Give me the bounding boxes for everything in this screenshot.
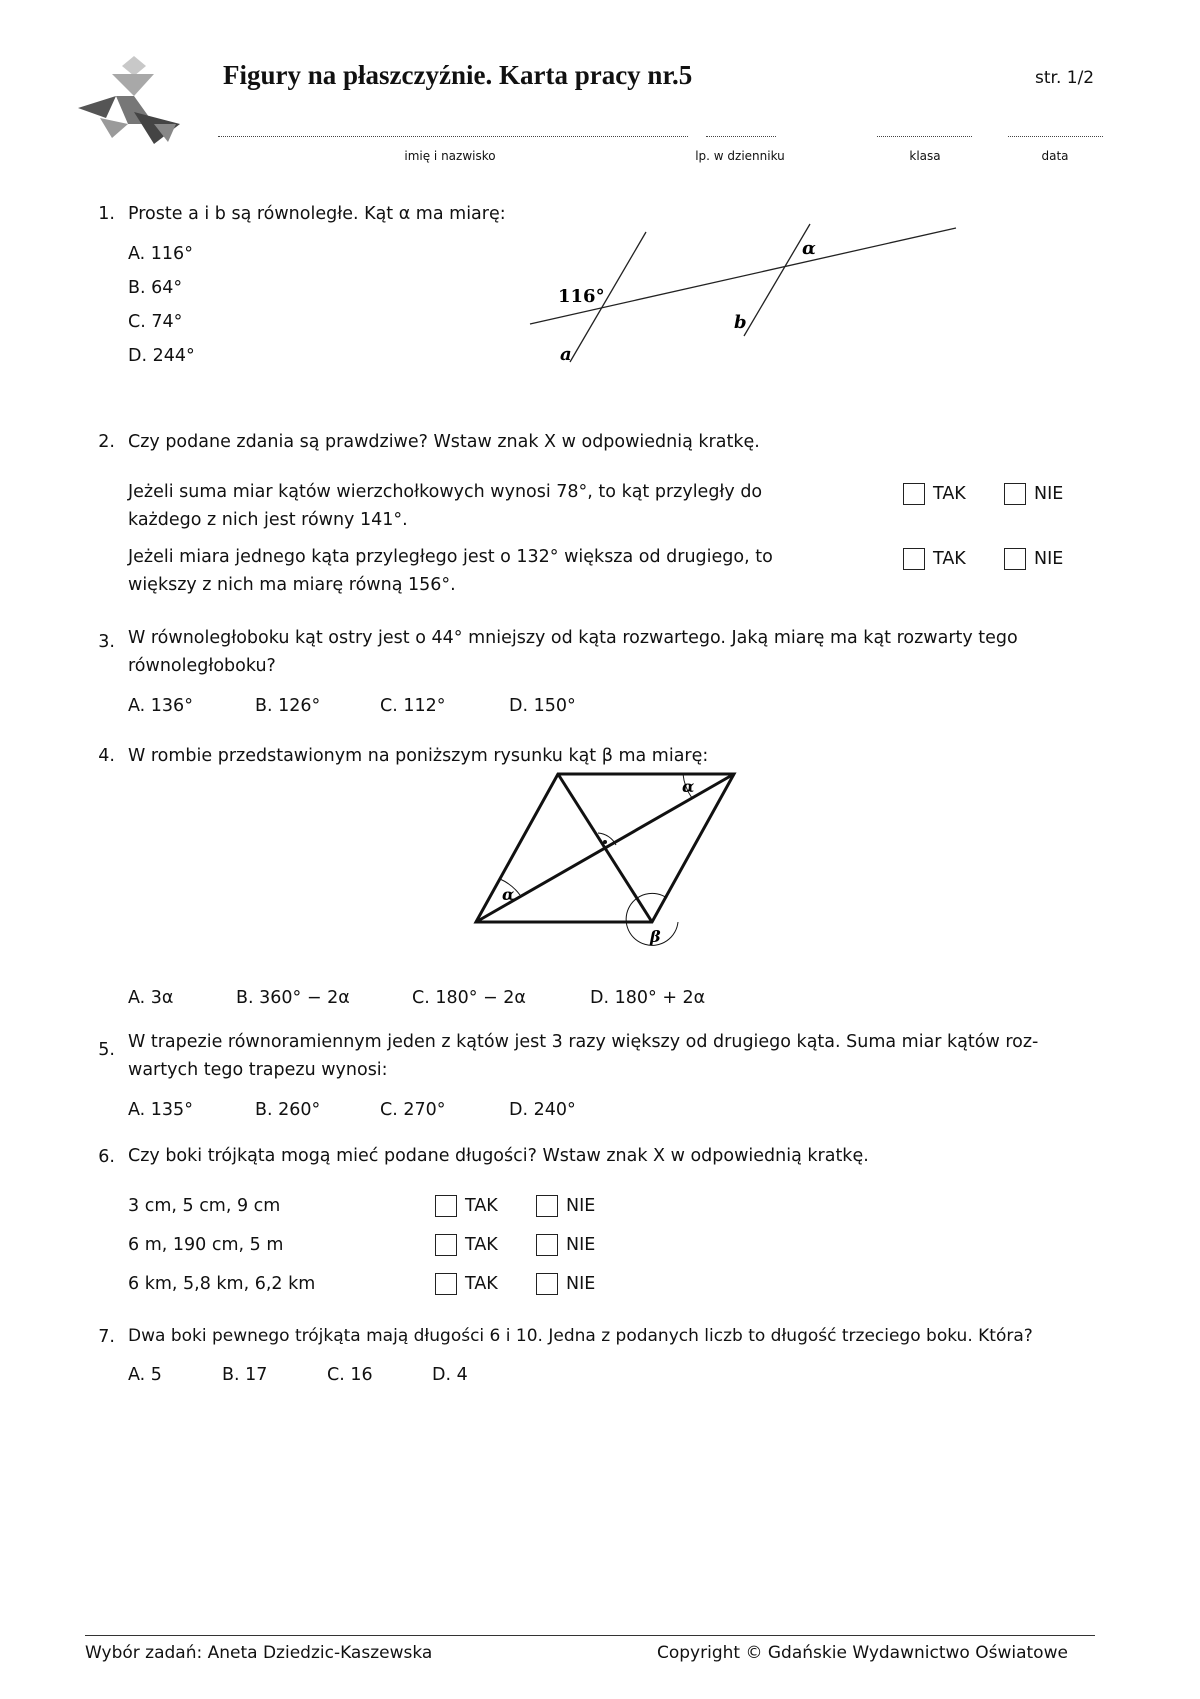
q2-row1-no-checkbox[interactable]: NIE — [1004, 482, 1063, 506]
q2-statement-1: Jeżeli suma miar kątów wierzchołkowych wynosi 78°, to kąt przyległy do każdego z nich jest równy 141°. — [128, 482, 763, 530]
publisher-logo — [72, 52, 182, 147]
q4-option-a[interactable]: A. 3α — [128, 988, 174, 1008]
class-field-label: klasa — [909, 149, 941, 163]
q2-row1-yes-checkbox[interactable]: TAK — [903, 482, 966, 506]
q1-angle-116-label: 116° — [558, 286, 605, 307]
q2-number: 2. — [98, 432, 115, 452]
q1-option-b[interactable]: B. 64° — [128, 278, 183, 298]
q4-alpha-label-top: α — [682, 777, 695, 796]
q6-row-3-text: 6 km, 5,8 km, 6,2 km — [128, 1274, 316, 1294]
q6-row2-yes-checkbox[interactable]: TAK — [435, 1233, 498, 1257]
q7-option-a[interactable]: A. 5 — [128, 1365, 162, 1385]
q5-option-d[interactable]: D. 240° — [509, 1100, 576, 1120]
q3-text: W równoległoboku kąt ostry jest o 44° mniejszy od kąta rozwartego. Jaką miarę ma kąt rozwarty tego równoległoboku? — [128, 628, 1018, 676]
footer-author: Wybór zadań: Aneta Dziedzic-Kaszewska — [85, 1643, 433, 1663]
date-field[interactable] — [1008, 136, 1103, 137]
class-field[interactable] — [877, 136, 972, 137]
q6-row1-no-checkbox[interactable]: NIE — [536, 1194, 595, 1218]
q4-text: W rombie przedstawionym na poniższym rysunku kąt β ma miarę: — [128, 746, 709, 766]
q1-line-b-label: b — [734, 312, 747, 333]
q5-number: 5. — [98, 1040, 115, 1060]
q4-option-c[interactable]: C. 180° − 2α — [412, 988, 526, 1008]
class-number-field[interactable] — [706, 136, 776, 137]
q1-parallel-lines-figure — [520, 220, 970, 370]
q1-option-d[interactable]: D. 244° — [128, 346, 195, 366]
q4-rhombus-figure — [470, 770, 740, 960]
q1-text: Proste a i b są równoległe. Kąt α ma miarę: — [128, 204, 506, 224]
q5-option-a[interactable]: A. 135° — [128, 1100, 193, 1120]
q6-row1-yes-checkbox[interactable]: TAK — [435, 1194, 498, 1218]
q5-option-b[interactable]: B. 260° — [255, 1100, 321, 1120]
page-title: Figury na płaszczyźnie. Karta pracy nr.5 — [223, 60, 693, 90]
name-field-label: imię i nazwisko — [404, 149, 496, 163]
q5-option-c[interactable]: C. 270° — [380, 1100, 446, 1120]
q6-row-2-text: 6 m, 190 cm, 5 m — [128, 1235, 284, 1255]
q2-row2-no-checkbox[interactable]: NIE — [1004, 547, 1063, 571]
q7-option-b[interactable]: B. 17 — [222, 1365, 268, 1385]
q7-number: 7. — [98, 1327, 115, 1347]
q6-row3-no-checkbox[interactable]: NIE — [536, 1272, 595, 1296]
q1-line-a-label: a — [560, 344, 572, 365]
q7-text: Dwa boki pewnego trójkąta mają długości 6 i 10. Jedna z podanych liczb to długość trzeciego boku. Która? — [128, 1326, 1033, 1346]
q4-option-d[interactable]: D. 180° + 2α — [590, 988, 706, 1008]
footer-divider — [85, 1635, 1095, 1636]
q1-option-c[interactable]: C. 74° — [128, 312, 183, 332]
class-number-field-label: lp. w dzienniku — [695, 149, 785, 163]
q3-option-d[interactable]: D. 150° — [509, 696, 576, 716]
q4-option-b[interactable]: B. 360° − 2α — [236, 988, 350, 1008]
q6-row-1-text: 3 cm, 5 cm, 9 cm — [128, 1196, 281, 1216]
page-number: str. 1/2 — [1035, 68, 1095, 88]
q2-row2-yes-checkbox[interactable]: TAK — [903, 547, 966, 571]
q2-text: Czy podane zdania są prawdziwe? Wstaw znak X w odpowiednią kratkę. — [128, 432, 760, 452]
q7-option-c[interactable]: C. 16 — [327, 1365, 373, 1385]
name-field[interactable] — [218, 136, 688, 137]
q3-option-b[interactable]: B. 126° — [255, 696, 321, 716]
footer-copyright: Copyright © Gdańskie Wydawnictwo Oświatowe — [657, 1643, 1068, 1663]
q3-option-c[interactable]: C. 112° — [380, 696, 446, 716]
date-field-label: data — [1041, 149, 1069, 163]
q3-option-a[interactable]: A. 136° — [128, 696, 193, 716]
q6-row2-no-checkbox[interactable]: NIE — [536, 1233, 595, 1257]
q1-alpha-label: α — [802, 238, 816, 259]
q6-text: Czy boki trójkąta mogą mieć podane długości? Wstaw znak X w odpowiednią kratkę. — [128, 1146, 869, 1166]
q6-row3-yes-checkbox[interactable]: TAK — [435, 1272, 498, 1296]
q4-beta-label: β — [650, 927, 661, 946]
q4-alpha-label-left: α — [502, 885, 515, 904]
q5-text: W trapezie równoramiennym jeden z kątów jest 3 razy większy od drugiego kąta. Suma miar kątów roz- wartych tego trapezu wynosi: — [128, 1032, 1039, 1080]
q6-number: 6. — [98, 1147, 115, 1167]
q3-number: 3. — [98, 632, 115, 652]
q2-statement-2: Jeżeli miara jednego kąta przyległego jest o 132° większa od drugiego, to większy z nich ma miarę równą 156°. — [128, 547, 773, 595]
q1-number: 1. — [98, 204, 115, 224]
q1-option-a[interactable]: A. 116° — [128, 244, 193, 264]
q7-option-d[interactable]: D. 4 — [432, 1365, 468, 1385]
q4-number: 4. — [98, 746, 115, 766]
